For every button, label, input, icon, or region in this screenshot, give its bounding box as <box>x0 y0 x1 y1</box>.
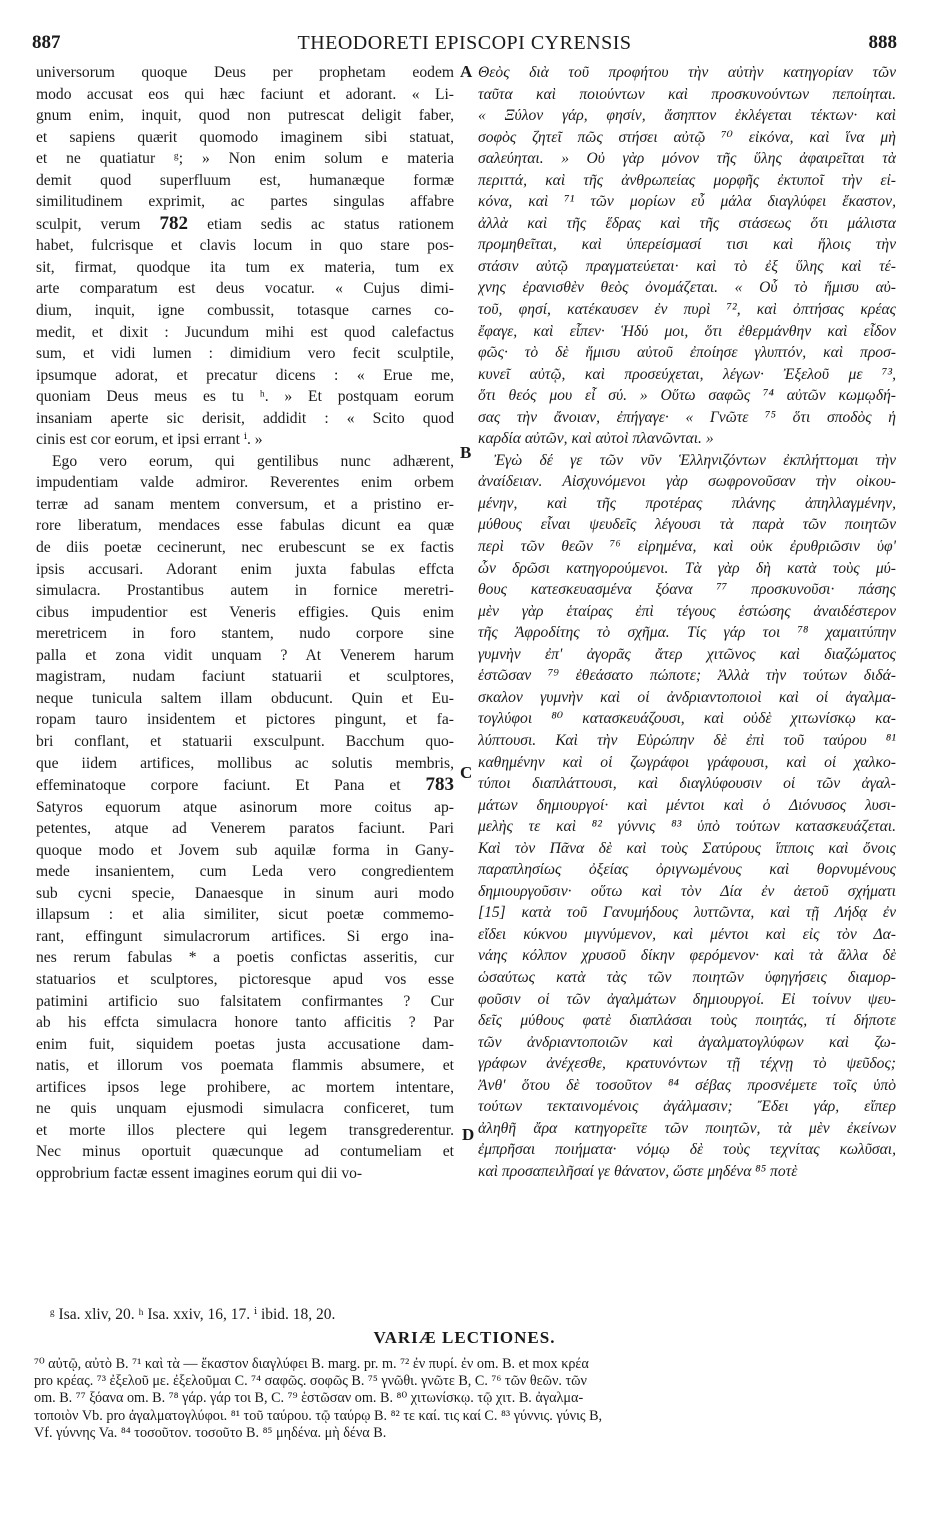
greek-column <box>478 62 896 1182</box>
latin-text-line: palla et zona vidit unquam ? At Venerem harum <box>36 646 454 664</box>
greek-text-line: σκαλον γυμνὴν καὶ οἱ ἀνδριαντοποιοὶ καὶ οἱ ἀγαλμα- <box>478 688 896 706</box>
greek-text-line: ἔφαγε, καὶ εἶπεν· Ἡδύ μοι, ὅτι ἐθερμάνθην καὶ εἶδον <box>478 322 896 340</box>
greek-text-line: ὡσαύτως κατὰ τὰς τῶν ποιητῶν ὑφηγήσεις διαμορ- <box>478 968 896 986</box>
latin-text-line: dium, inquit, igne combussit, totasque carnes co- <box>36 302 454 320</box>
greek-text-line: σαλεύηται. » Οὐ γὰρ μόνον τῆς ὕλης ἀφαιρεῖται τὰ <box>478 150 896 168</box>
greek-text-line: γράφων ἀνέχεσθε, κρατυνόντων τῇ τέχνῃ τὸ ψεῦδος; <box>478 1055 896 1073</box>
latin-text-line: sub cycni specie, Danaesque in sinum auri modo <box>36 884 454 902</box>
latin-text-line: magistram, nudam faciunt statuarii et sculptores, <box>36 668 454 686</box>
running-header <box>32 32 897 60</box>
greek-text-line: τούτων τεκταινομένοις ἀγάλμασιν; Ἔδει γάρ, εἴπερ <box>478 1098 896 1116</box>
greek-text-line: μένην, καὶ τῆς προτέρας πλάνης ἀπηλλαγμένην, <box>478 494 896 512</box>
latin-text-line: simulacra. Prostantibus autem in fornice meretri- <box>36 582 454 600</box>
greek-text-line: κυνεῖ αὐτῷ, καὶ προσεύχεται, λέγων· Ἐξελοῦ με ⁷³, <box>478 365 896 383</box>
latin-text-line: modo accusat eos qui hæc faciunt et adorant. « Li- <box>36 85 454 103</box>
greek-text-line: δημιουργοῦσιν· οὕτω καὶ τὸν Δία ἐν ἀετοῦ σχήματι <box>478 882 896 900</box>
latin-text-line: statuarios et sculptores, pictoresque apud vos esse <box>36 970 454 988</box>
latin-text-line: effeminatoque corpore faciunt. Et Pana et 783 <box>36 774 454 796</box>
latin-text-line: mede insanientem, cum Leda vero congredientem <box>36 863 454 881</box>
greek-text-line: γυμνὴν ἐπ' ἀγορᾶς ἄτερ χιτῶνος καὶ διαζώματος <box>478 645 896 663</box>
latin-text-line: universorum quoque Deus per prophetam eodem <box>36 64 454 81</box>
latin-text-line: patimini artificio suo falsitatem confirmantes ? Cur <box>36 992 454 1010</box>
column-number-marker: 783 <box>425 774 454 796</box>
latin-text-line: gnum enim, inquit, quod non putrescat deligit faber, <box>36 107 454 125</box>
latin-text-line: petentes, atque ad Venerem paratos faciunt. Pari <box>36 820 454 838</box>
greek-text-line: Ἀνθ' ὅτου δὲ τοσοῦτον ⁸⁴ σέβας προσνέμετε τοῖς ὑπὸ <box>478 1076 896 1094</box>
scripture-footnotes: ᵍ Isa. xliv, 20. ʰ Isa. xxiv, 16, 17. ⁱ ibid. 18, 20. <box>50 1306 336 1323</box>
greek-text-line: ἑστῶσαν ⁷⁹ ἐθεάσατο πώποτε; Ἀλλὰ τὴν τούτων διδά- <box>478 667 896 685</box>
latin-text-line: ipsis accusari. Adorant enim juxta fabulas effcta <box>36 560 454 578</box>
latin-text-line: Satyros equorum atque asinorum more coitus ap- <box>36 798 454 816</box>
latin-text-line: et morte illos plectere qui legem transgrederentur. <box>36 1121 454 1139</box>
latin-text-line: medit, et dixit : Jucundum mihi est quod calefactus <box>36 323 454 341</box>
greek-text-line: καθημένην καὶ οἱ ζωγράφοι γράφουσι, καὶ οἱ χαλκο- <box>478 753 896 771</box>
greek-text-line: σας τὴν ἄνοιαν, ἐπήγαγε· « Γνῶτε ⁷⁵ ὅτι σποδὸς ἡ <box>478 408 896 426</box>
latin-text-line: nes rerum fabulas * a poetis confictas asseritis, cur <box>36 949 454 967</box>
greek-text-line: φῶς· τὸ δὲ ἥμισυ αὐτοῦ ἐποίησε γλυπτόν, καὶ προσ- <box>478 344 896 362</box>
latin-text-line: rant, effingunt simulacrorum artifices. Si ergo ina- <box>36 927 454 945</box>
latin-text-line: Nec minus oportuit quæcunque ad contumeliam et <box>36 1143 454 1161</box>
page-number-left: 887 <box>32 32 61 53</box>
latin-text-line: neque tunicula saltem illam obducunt. Quin et Eu- <box>36 689 454 707</box>
latin-text-line: arte comparatum est deus vocatur. « Cujus dimi- <box>36 280 454 298</box>
latin-text-line: que iidem artifices, mollibus ac solutis membris, <box>36 754 454 772</box>
latin-text-line: cinis est cor eorum, et ipsi errant ⁱ. » <box>36 431 263 449</box>
greek-text-line: Θεὸς διὰ τοῦ προφήτου τὴν αὐτὴν κατηγορίαν τῶν <box>478 64 896 81</box>
latin-text-line: impudentiam valde admiror. Reverentes enim orbem <box>36 474 454 492</box>
latin-text-line: natis, et illorum vos poemata flammis absumere, et <box>36 1057 454 1075</box>
greek-text-line: προμηθεῖται, καὶ ὑπερείσμασί τισι καὶ ἥλοις τὴν <box>478 236 896 254</box>
greek-text-line: ἀναίδειαν. Αἰσχυνόμενοι γὰρ σωφρονοῦσαν τὴν οἰκου- <box>478 473 896 491</box>
latin-text-line: cibus impudentior est Veneris effigies. Quis enim <box>36 603 454 621</box>
greek-text-line: καὶ προσαπειλῆσαί γε θάνατον, ὥστε μηδένα ⁸⁵ ποτὲ <box>478 1162 798 1180</box>
variae-heading: VARIÆ LECTIONES. <box>373 1328 556 1347</box>
greek-text-line: ταῦτα καὶ ποιούντων καὶ προσκυνούντων πεποίηται. <box>478 85 896 103</box>
running-title: THEODORETI EPISCOPI CYRENSIS <box>297 32 632 54</box>
page-number-right: 888 <box>868 32 897 53</box>
greek-text-line: εἴδει κύκνου μιγνύμενον, καὶ μέντοι καὶ εἰς τὸν Δα- <box>478 925 896 943</box>
latin-column <box>36 62 454 1184</box>
greek-text-line: ὅτι θεός μου εἶ σύ. » Οὕτω σαφῶς ⁷⁴ αὐτῶν κωμῳδή- <box>478 387 896 405</box>
latin-text-line: terræ ad sanam mentem conversum, et a pristino er- <box>36 495 454 513</box>
variae-line: Vf. γύννης Va. ⁸⁴ τοσοῦτον. τοσοῦτο B. ⁸⁵ μηδένα. μὴ δένα B. <box>34 1424 387 1441</box>
latin-text-line: meretricem in foro stantem, nudo corpore sine <box>36 625 454 643</box>
greek-text-line: θους κατεσκευασμένα ξόανα ⁷⁷ προσκυνοῦσι· πάσης <box>478 581 896 599</box>
margin-letter-c: C <box>460 763 473 782</box>
latin-text-line: Ego vero eorum, qui gentilibus nunc adhærent, <box>52 452 454 470</box>
greek-text-line: καρδία αὐτῶν, καὶ αὐτοὶ πλανῶνται. » <box>478 430 714 448</box>
greek-text-line: [15] κατὰ τοῦ Γανυμήδους λυττῶντα, καὶ τῇ Λήδᾳ ἐν <box>478 904 896 922</box>
greek-text-line: χνης ἐρανισθὲν θεὸς ὀνομάζεται. « Οὗ τὸ ἥμισυ αὐ- <box>478 279 896 297</box>
latin-text-line: demit quod superfluum est, humanæque formæ <box>36 171 454 189</box>
greek-text-line: δεῖς μύθους φατὲ διαπλάσαι τοὺς ποιητάς, τί δήποτε <box>478 1012 896 1030</box>
greek-text-line: περιττά, καὶ τῆς ἀνθρωπείας μορφῆς ἐκτυποῖ τὴν εἰ- <box>478 171 896 189</box>
latin-text-line: et sapiens quærit quomodo imaginem sibi statuat, <box>36 128 454 146</box>
variae-line: τοποιὸν Vb. pro ἀγαλματογλύφοι. ⁸¹ τοῦ ταύρου. τῷ ταύρῳ B. ⁸² τε καί. τις καί C. ⁸³ γύννις. γύνις B, <box>34 1407 603 1424</box>
greek-text-line: μελὴς τε καὶ ⁸² γύννις ⁸³ ὑπὸ τούτων κατασκευάζεται. <box>478 818 896 836</box>
greek-text-line: περὶ τῶν θεῶν ⁷⁶ εἰρημένα, καὶ οὐκ ἐρυθριῶσιν ὑφ' <box>478 538 896 556</box>
greek-text-line: σοφὸς ζητεῖ πῶς στήσει αὐτῷ ⁷⁰ εἰκόνα, καὶ ἵνα μὴ <box>478 128 896 146</box>
variae-line: ⁷⁰ αὐτῷ, αὐτὸ B. ⁷¹ καὶ τὰ — ἕκαστον διαγλύφει B. marg. pr. m. ⁷² ἐν πυρί. ἐν om. B. et mox κρέα <box>34 1356 589 1372</box>
greek-text-line: λύπτουσι. Καὶ τὴν Εὐρώπην δὲ ἐπὶ τοῦ ταύρου ⁸¹ <box>478 731 896 749</box>
greek-text-line: μύθους εἶναι ψευδεῖς λέγουσι τὰ παρὰ τῶν ποιητῶν <box>478 516 896 534</box>
latin-text-line: sit, firmat, quodque ita tum ex materia, tum ex <box>36 258 454 276</box>
greek-text-line: ἐμπρῆσαι ποιήματα· νόμῳ δὲ τοὺς τεχνίτας κωλῦσαι, <box>478 1141 896 1159</box>
latin-text-line: habet, fulcrisque et clavis locum in quo stare pos- <box>36 237 454 255</box>
latin-text-line: illapsum : et alia similiter, sicut poetæ commemo- <box>36 906 454 924</box>
greek-text-line: « Ξύλον γάρ, φησίν, ἄσηπτον ἐκλέγεται τέκτων· καὶ <box>478 107 896 125</box>
greek-text-line: Ἐγὼ δέ γε τῶν νῦν Ἑλληνιζόντων ἐκπλήττομαι τὴν <box>494 451 896 469</box>
greek-text-line: ὧν δρῶσι κατηγορούμενοι. Τὰ γὰρ δὴ κατὰ τοὺς μύ- <box>478 559 896 577</box>
variae-line: om. B. ⁷⁷ ξόανα om. B. ⁷⁸ γάρ. γάρ τοι B, C. ⁷⁹ ἑστῶσαν om. B. ⁸⁰ χιτωνίσκῳ. τῷ χιτ. B. ἀγαλμα- <box>34 1390 584 1407</box>
greek-text-line: στάσιν αὐτῷ πραγματεύεται· καὶ τὸ ἐξ ὕλης καὶ τέ- <box>478 257 896 275</box>
margin-letter-b: B <box>460 443 472 462</box>
greek-text-line: παραπλησίως ὀξείας ὀριγνωμένους καὶ θορνυμένους <box>478 861 896 879</box>
greek-text-line: ἀλλὰ καὶ τῆς ἕδρας καὶ τῆς στάσεως ὅτι μάλιστα <box>478 214 896 232</box>
greek-text-line: φοῦσιν οἱ τῶν ἀγαλμάτων δημιουργοί. Εἰ τοίνυν ψευ- <box>478 990 896 1008</box>
greek-text-line: μάτων δημιουργοί· καὶ μέντοι καὶ ὁ Διόνυσος λυσι- <box>478 796 896 814</box>
variae-line: pro κρέας. ⁷³ ἐξελοῦ με. ἐξελοῦμαι C. ⁷⁴ σαφῶς. σοφῶς B. ⁷⁵ γνῶθι. γνῶτε B, C. ⁷⁶ τῶν θεῶν. τῶν <box>34 1373 587 1390</box>
latin-text-line: enim fuit, siquidem poetas justa accusatione dam- <box>36 1035 454 1053</box>
margin-letter-a: A <box>460 62 473 81</box>
latin-text-line: opprobrium factæ essent imagines eorum qui dii vo- <box>36 1164 363 1182</box>
latin-text-line: ab his effcta simulacra honore tanto afficitis ? Par <box>36 1014 454 1032</box>
variae-lectiones <box>34 1356 896 1442</box>
latin-text-line: et ne quatiatur ᵍ; » Non enim solum e materia <box>36 150 454 168</box>
greek-text-line: Καὶ τὸν Πᾶνα δὲ καὶ τοὺς Σατύρους ἵπποις καὶ ὄνοις <box>478 839 896 857</box>
latin-text-line: similitudinem exprimit, ac partes singulas affabre <box>36 193 454 211</box>
latin-text-line: artifices ipsos lege prohibere, ac mortem intentare, <box>36 1078 454 1096</box>
latin-text-line: ne quis unquam ejusmodi simulacra conficeret, tum <box>36 1100 454 1118</box>
latin-text-line: ipsumque adorat, et precatur dicens : « Erue me, <box>36 366 454 384</box>
latin-text-line: sum, et vidi lumen : dimidium vero fecit sculptile, <box>36 345 454 363</box>
greek-text-line: τογλύφοι ⁸⁰ κατασκευάζουσι, καὶ οὐδὲ χιτωνίσκῳ κα- <box>478 710 896 728</box>
latin-text-line: rore liberatum, mendaces esse fabulas dicunt ea quæ <box>36 517 454 535</box>
greek-text-line: μὲν γὰρ ἑταίρας ἐπὶ τέγους ἑστώσης ἀναιδέστερον <box>478 602 896 620</box>
latin-text-line: quoniam Deus meus es tu ʰ. » Et postquam eorum <box>36 388 454 406</box>
latin-text-line: quoque modo et Jovem sub aquilæ forma in Gany- <box>36 841 454 859</box>
margin-letter-d: D <box>462 1125 475 1144</box>
greek-text-line: τύποι διαπλάττουσι, καὶ διαγλύφουσιν οἱ τῶν ἀγαλ- <box>478 775 896 793</box>
latin-text-line: bri conflant, et statuarii exsculpunt. Bacchum quo- <box>36 732 454 750</box>
greek-text-line: ἀληθῆ ἄρα κατηγορεῖτε τῶν ποιητῶν, τὰ μὲν ἐκείνων <box>478 1119 896 1137</box>
greek-text-line: κόνα, καὶ ⁷¹ τῶν μορίων εὖ μάλα διαγλύφει ἕκαστον, <box>478 193 896 211</box>
greek-text-line: τῶν ἀνδριαντοποιῶν καὶ ἀγαλματογλύφων καὶ ζω- <box>478 1033 896 1051</box>
latin-text-line: ropam tauro insidentem et pictores pingunt, et fa- <box>36 711 454 729</box>
latin-text-line: de diis poetæ cecinerunt, nec erubescunt se ex factis <box>36 539 454 557</box>
greek-text-line: τοῦ, φησί, κατέκαυσεν ἐν πυρὶ ⁷², καὶ ὀπτήσας κρέας <box>478 301 896 319</box>
latin-text-line: sculpit, verum 782 etiam sedis ac status rationem <box>36 212 454 234</box>
greek-text-line: νάης κόλπον χρυσοῦ δίκην φερόμενον· καὶ τὰ ἄλλα δὲ <box>478 947 896 965</box>
column-number-marker: 782 <box>159 212 188 234</box>
greek-text-line: τῆς Ἀφροδίτης τὸ σχῆμα. Τίς γάρ τοι ⁷⁸ χαμαιτύπην <box>478 624 896 642</box>
latin-text-line: insaniam aperte sic derisit, addidit : « Scito quod <box>36 409 454 427</box>
